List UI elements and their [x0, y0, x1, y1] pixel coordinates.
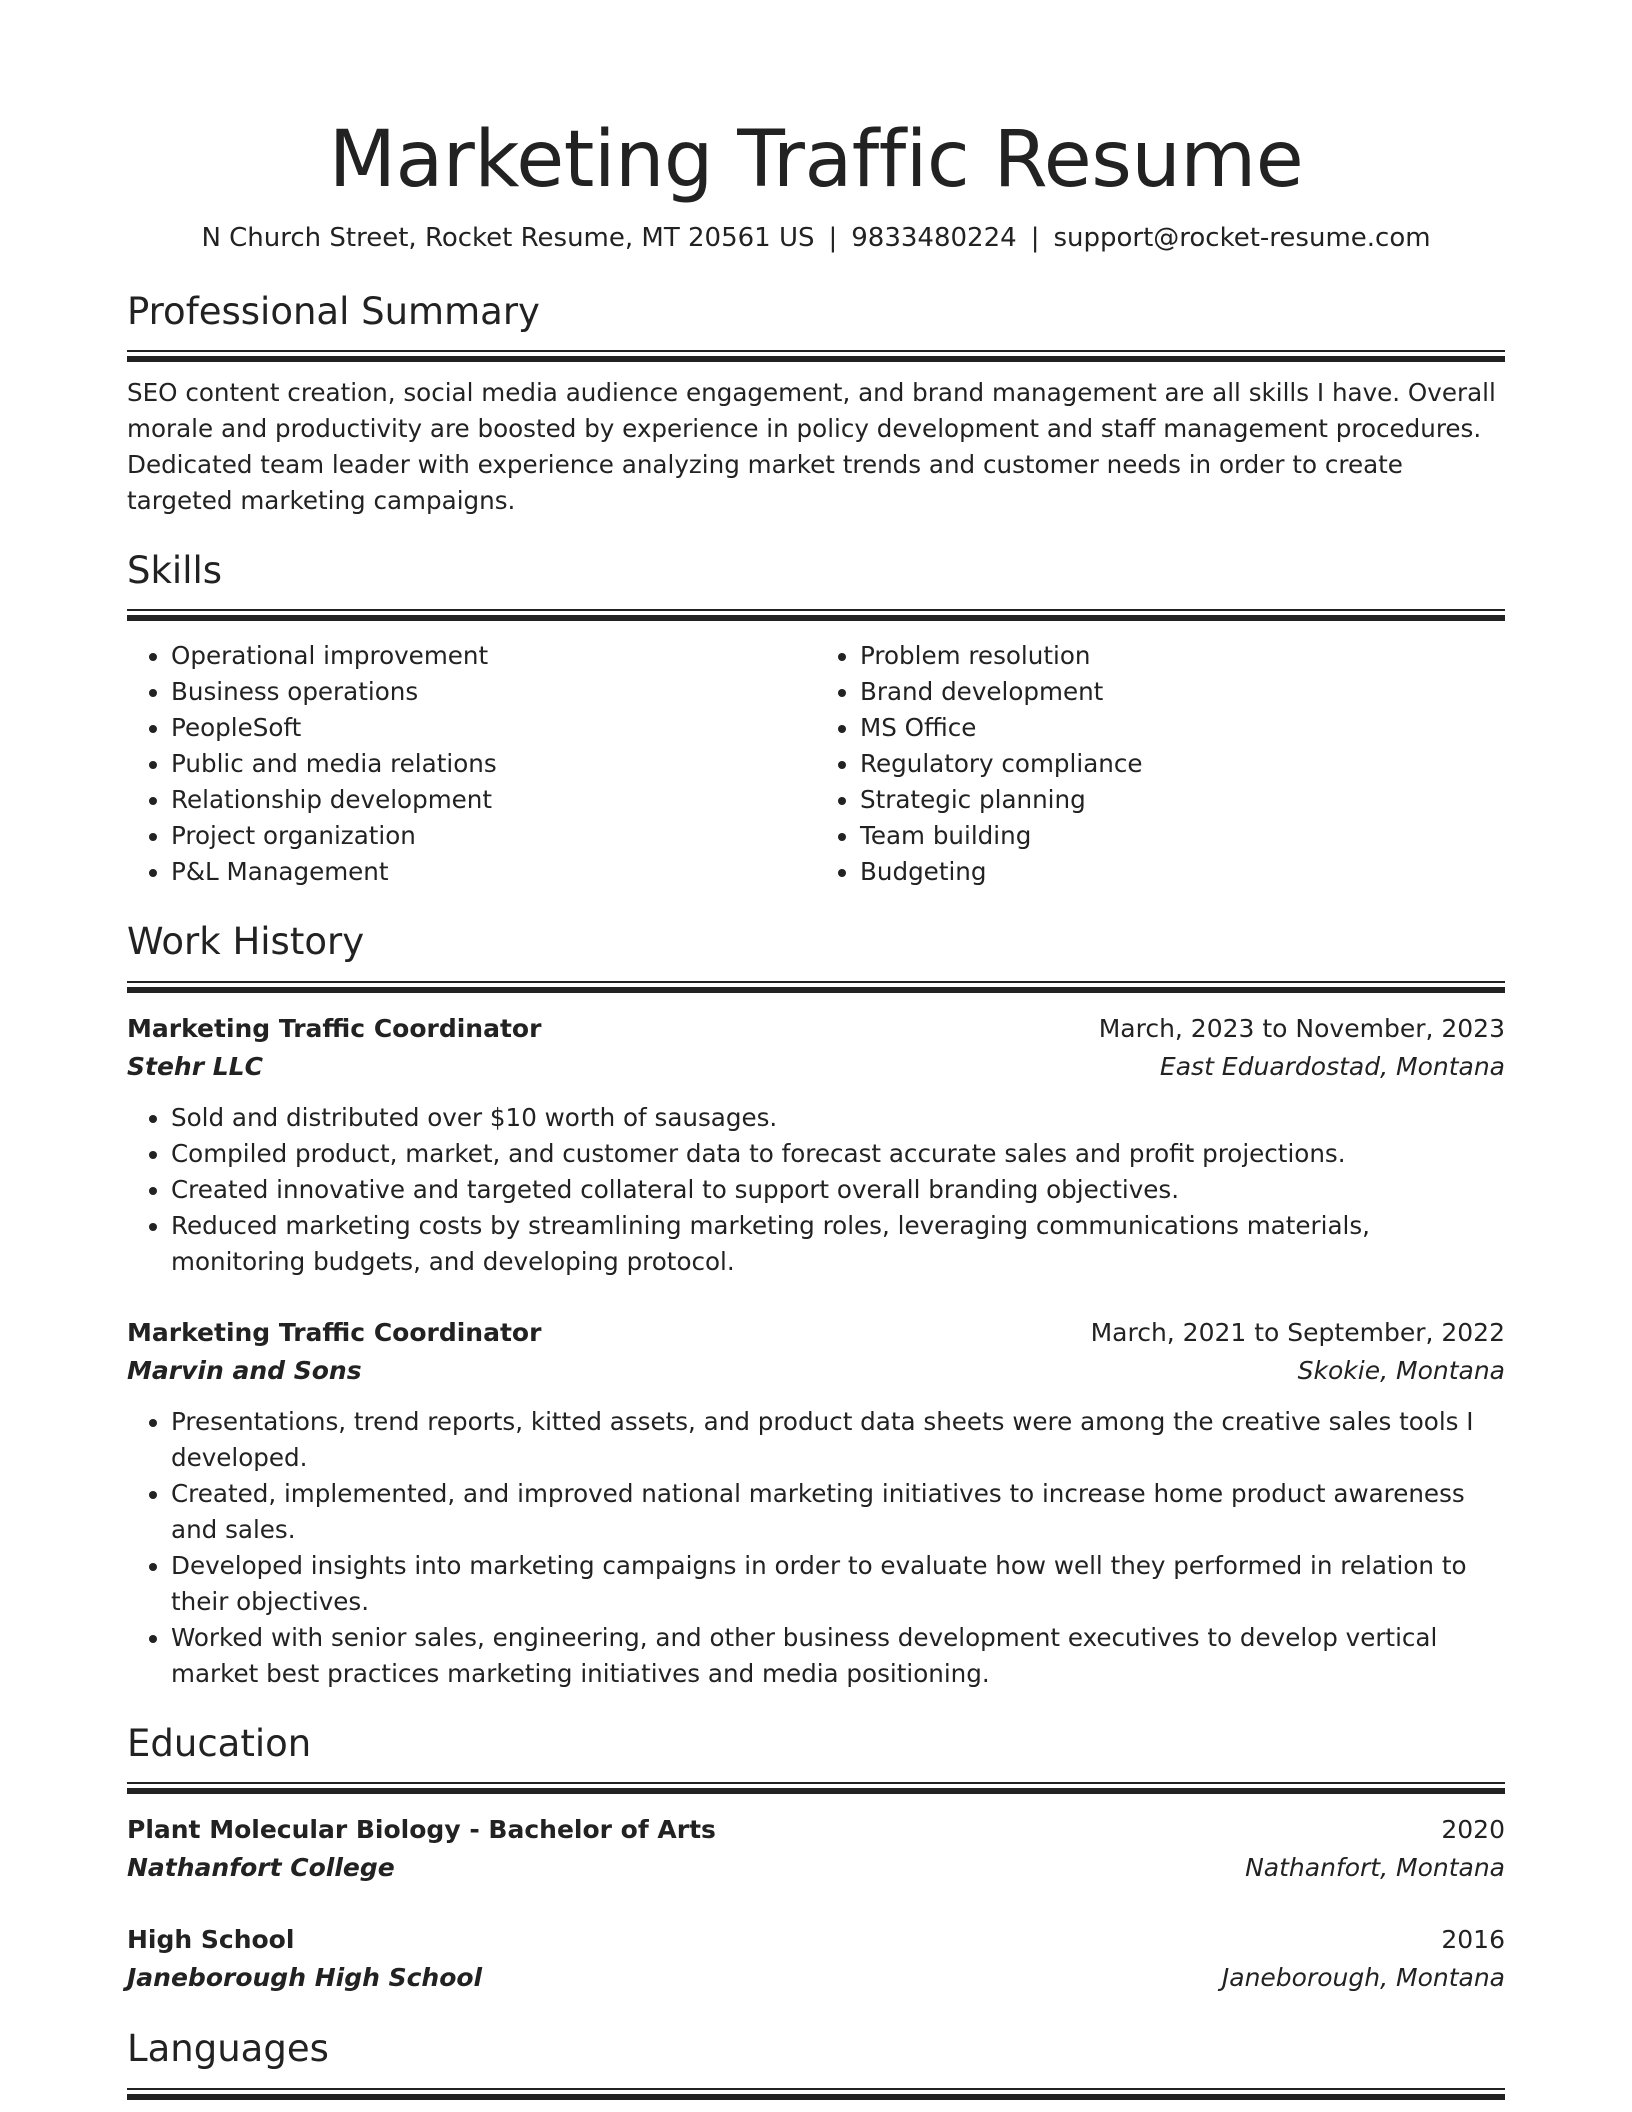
job-header-row — [127, 1010, 1505, 1048]
skill-item: • Business operations — [171, 674, 816, 710]
education-header-row — [127, 1811, 1505, 1849]
job-bullet: • Created innovative and targeted collateral to support overall branding objectives. — [171, 1172, 1505, 1208]
education-heading: Education — [127, 1721, 312, 1765]
summary-heading: Professional Summary — [127, 289, 540, 333]
skill-item: • Relationship development — [171, 782, 816, 818]
job-bullets — [127, 1404, 1505, 1692]
section-divider — [127, 981, 1505, 996]
section-divider — [127, 2088, 1505, 2103]
skills-list-left — [127, 638, 816, 890]
skill-item: • Public and media relations — [171, 746, 816, 782]
skill-item: • Budgeting — [860, 854, 1505, 890]
job-bullet: • Presentations, trend reports, kitted assets, and product data sheets were among the creative sales tools I developed. — [171, 1404, 1505, 1476]
education-year: 2016 — [1441, 1925, 1505, 1955]
summary-text: SEO content creation, social media audience engagement, and brand management are all skills I have. Overall morale and productivity are boosted by experience in policy development and staff management procedures. Dedicated team leader with experience analyzing market trends and customer needs in order to create targeted marketing campaigns. — [127, 378, 1496, 516]
education-year: 2020 — [1441, 1815, 1505, 1845]
job-location: East Eduardostad, Montana — [1159, 1051, 1505, 1081]
job-bullet: • Created, implemented, and improved national marketing initiatives to increase home product awareness and sales. — [171, 1476, 1505, 1548]
skills-columns — [127, 638, 1505, 890]
summary-section — [127, 290, 1505, 519]
contact-address: N Church Street, Rocket Resume, MT 20561 US — [201, 222, 815, 253]
education-school: Nathanfort College — [127, 1853, 395, 1883]
job-title: Marketing Traffic Coordinator — [127, 1317, 542, 1347]
education-school: Janeborough High School — [127, 1963, 483, 1993]
languages-section — [127, 2027, 1505, 2102]
education-section — [127, 1722, 1505, 1997]
skill-item: • Strategic planning — [860, 782, 1505, 818]
job-company-row — [127, 1352, 1505, 1390]
job-bullet: • Worked with senior sales, engineering, and other business development executives to develop vertical market best practices marketing initiatives and media positioning. — [171, 1620, 1505, 1692]
contact-separator: | — [1030, 222, 1040, 253]
job-dates: March, 2023 to November, 2023 — [1098, 1013, 1505, 1043]
job-company: Marvin and Sons — [127, 1355, 362, 1385]
education-degree: Plant Molecular Biology - Bachelor of Arts — [127, 1815, 716, 1845]
work-heading: Work History — [127, 920, 365, 964]
job-bullet: • Reduced marketing costs by streamlining marketing roles, leveraging communications materials, monitoring budgets, and developing protocol. — [171, 1208, 1505, 1280]
skill-item: • Problem resolution — [860, 638, 1505, 674]
education-school-row — [127, 1849, 1505, 1887]
contact-line — [127, 222, 1505, 256]
job-location: Skokie, Montana — [1297, 1355, 1505, 1385]
job-title: Marketing Traffic Coordinator — [127, 1013, 542, 1043]
education-header-row — [127, 1921, 1505, 1959]
job-entry — [127, 1010, 1505, 1280]
job-company: Stehr LLC — [127, 1051, 263, 1081]
job-bullet: • Sold and distributed over $10 worth of sausages. — [171, 1100, 1505, 1136]
job-company-row — [127, 1048, 1505, 1086]
skill-item: • PeopleSoft — [171, 710, 816, 746]
skill-item: • Operational improvement — [171, 638, 816, 674]
job-dates: March, 2021 to September, 2022 — [1090, 1317, 1505, 1347]
section-divider — [127, 1782, 1505, 1797]
job-bullet: • Developed insights into marketing campaigns in order to evaluate how well they performed in relation to their objectives. — [171, 1548, 1505, 1620]
section-divider — [127, 609, 1505, 624]
job-bullets — [127, 1100, 1505, 1280]
languages-heading: Languages — [127, 2027, 329, 2071]
job-bullet: • Compiled product, market, and customer data to forecast accurate sales and profit projections. — [171, 1136, 1505, 1172]
contact-phone: 9833480224 — [851, 222, 1017, 253]
skills-list-right — [816, 638, 1505, 890]
job-entry — [127, 1314, 1505, 1692]
education-entry — [127, 1921, 1505, 1997]
job-header-row — [127, 1314, 1505, 1352]
education-location: Janeborough, Montana — [1221, 1963, 1505, 1993]
skills-heading: Skills — [127, 549, 223, 593]
skill-item: • Regulatory compliance — [860, 746, 1505, 782]
education-degree: High School — [127, 1925, 295, 1955]
skills-section — [127, 549, 1505, 890]
skill-item: • Brand development — [860, 674, 1505, 710]
skill-item: • P&L Management — [171, 854, 816, 890]
section-divider — [127, 350, 1505, 365]
resume-name: Marketing Traffic Resume — [328, 115, 1304, 205]
work-section — [127, 920, 1505, 1691]
education-location: Nathanfort, Montana — [1245, 1853, 1505, 1883]
skill-item: • MS Office — [860, 710, 1505, 746]
skill-item: • Team building — [860, 818, 1505, 854]
contact-separator: | — [828, 222, 838, 253]
contact-email: support@rocket-resume.com — [1053, 222, 1431, 253]
education-school-row — [127, 1959, 1505, 1997]
education-entry — [127, 1811, 1505, 1887]
skill-item: • Project organization — [171, 818, 816, 854]
